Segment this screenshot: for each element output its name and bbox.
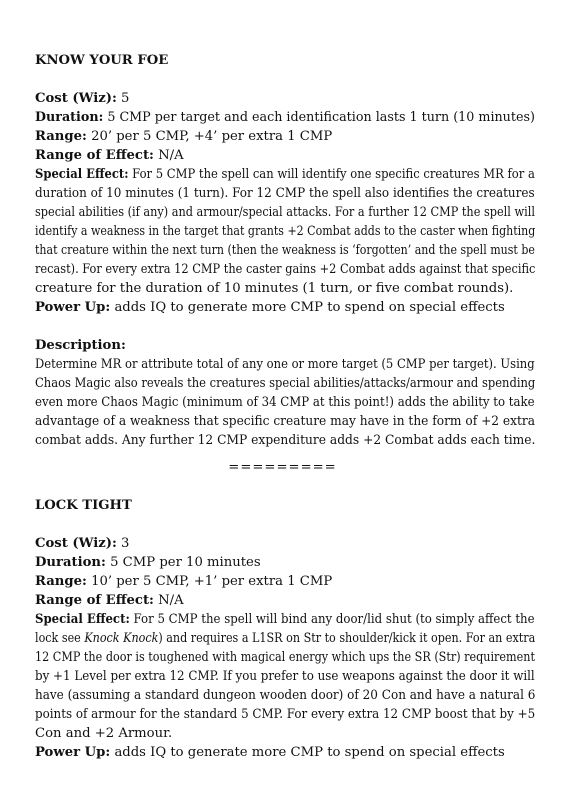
- power-up-value: adds IQ to generate more CMP to spend on special effects: [114, 745, 505, 760]
- description-text: combat adds. Any further 12 CMP expenditure adds +2 Combat adds each time.: [35, 433, 536, 448]
- special-effect-text: 12 CMP the door is toughened with magical energy which ups the SR (Str) requirement: [35, 650, 535, 665]
- range-line: [35, 572, 332, 591]
- spell-reference: Knock Knock: [84, 631, 159, 646]
- special-effect-text: For 5 CMP the spell will bind any door/lid shut (to simply affect the: [133, 612, 535, 627]
- description-text: Determine MR or attribute total of any one or more target (5 CMP per target). Using: [35, 357, 535, 372]
- spell-title: KNOW YOUR FOE: [35, 53, 169, 68]
- special-effect-text: ) and requires a L1SR on Str to shoulder/kick it open. For an extra: [158, 631, 536, 646]
- range-of-effect-line: [35, 146, 184, 165]
- cost-line: [35, 89, 129, 108]
- description-text: even more Chaos Magic (minimum of 34 CMP at this point!) adds the ability to take: [35, 395, 535, 410]
- range-value: 20’ per 5 CMP, +4’ per extra 1 CMP: [91, 129, 333, 144]
- range-label: Range:: [35, 129, 87, 144]
- special-effect-line: [35, 165, 535, 184]
- special-effect-line: [35, 610, 535, 629]
- duration-line: [35, 108, 535, 127]
- cost-value: 5: [121, 91, 130, 106]
- range-of-effect-value: N/A: [158, 593, 184, 608]
- special-effect-text: creature for the duration of 10 minutes (1 turn, or five combat rounds).: [35, 281, 514, 296]
- range-value: 10’ per 5 CMP, +1’ per extra 1 CMP: [91, 574, 333, 589]
- duration-line: [35, 553, 261, 572]
- description-text: Chaos Magic also reveals the creatures special abilities/attacks/armour and spending: [35, 376, 536, 391]
- special-effect-text: by +1 Level per extra 12 CMP. If you prefer to use weapons against the door it will: [35, 669, 535, 684]
- spell-title: LOCK TIGHT: [35, 498, 132, 513]
- cost-line: [35, 534, 129, 553]
- special-effect-text: have (assuming a standard dungeon wooden door) of 20 Con and have a natural 6: [35, 688, 536, 703]
- power-up-line: [35, 743, 505, 762]
- special-effect-text: duration of 10 minutes (1 turn). For 12 CMP the spell also identifies the creatures: [35, 186, 535, 201]
- duration-value: 5 CMP per target and each identification lasts 1 turn (10 minutes): [107, 110, 535, 125]
- cost-label: Cost (Wiz):: [35, 536, 117, 551]
- special-effect-text: that creature within the next turn (then the weakness is ‘forgotten’ and the spell must be: [35, 243, 535, 258]
- special-effect-text: lock see: [35, 631, 85, 646]
- description-heading: Description:: [35, 338, 126, 353]
- special-effect-text: points of armour for the standard 5 CMP. For every extra 12 CMP boost that by +5: [35, 707, 536, 722]
- power-up-value: adds IQ to generate more CMP to spend on special effects: [114, 300, 505, 315]
- range-of-effect-label: Range of Effect:: [35, 593, 154, 608]
- special-effect-label: Special Effect:: [35, 612, 130, 627]
- special-effect-text: Con and +2 Armour.: [35, 726, 173, 741]
- cost-value: 3: [121, 536, 130, 551]
- power-up-line: [35, 298, 505, 317]
- range-of-effect-line: [35, 591, 184, 610]
- special-effect-line: [35, 629, 535, 648]
- special-effect-text: For 5 CMP the spell can will identify one specific creatures MR for a: [132, 167, 535, 182]
- range-line: [35, 127, 332, 146]
- power-up-label: Power Up:: [35, 300, 111, 315]
- range-label: Range:: [35, 574, 87, 589]
- special-effect-text: recast). For every extra 12 CMP the caster gains +2 Combat adds against that specific: [35, 262, 536, 277]
- cost-label: Cost (Wiz):: [35, 91, 117, 106]
- special-effect-text: identify a weakness in the target that grants +2 Combat adds to the caster when fighting: [35, 224, 536, 239]
- range-of-effect-label: Range of Effect:: [35, 148, 154, 163]
- duration-label: Duration:: [35, 110, 104, 125]
- section-separator: =========: [228, 460, 337, 475]
- special-effect-text: special abilities (if any) and armour/special attacks. For a further 12 CMP the spell will: [35, 205, 535, 220]
- range-of-effect-value: N/A: [158, 148, 184, 163]
- duration-label: Duration:: [35, 555, 106, 570]
- description-text: advantage of a weakness that specific creature may have in the form of +2 extra: [35, 414, 536, 429]
- power-up-label: Power Up:: [35, 745, 111, 760]
- special-effect-label: Special Effect:: [35, 167, 129, 182]
- duration-value: 5 CMP per 10 minutes: [110, 555, 261, 570]
